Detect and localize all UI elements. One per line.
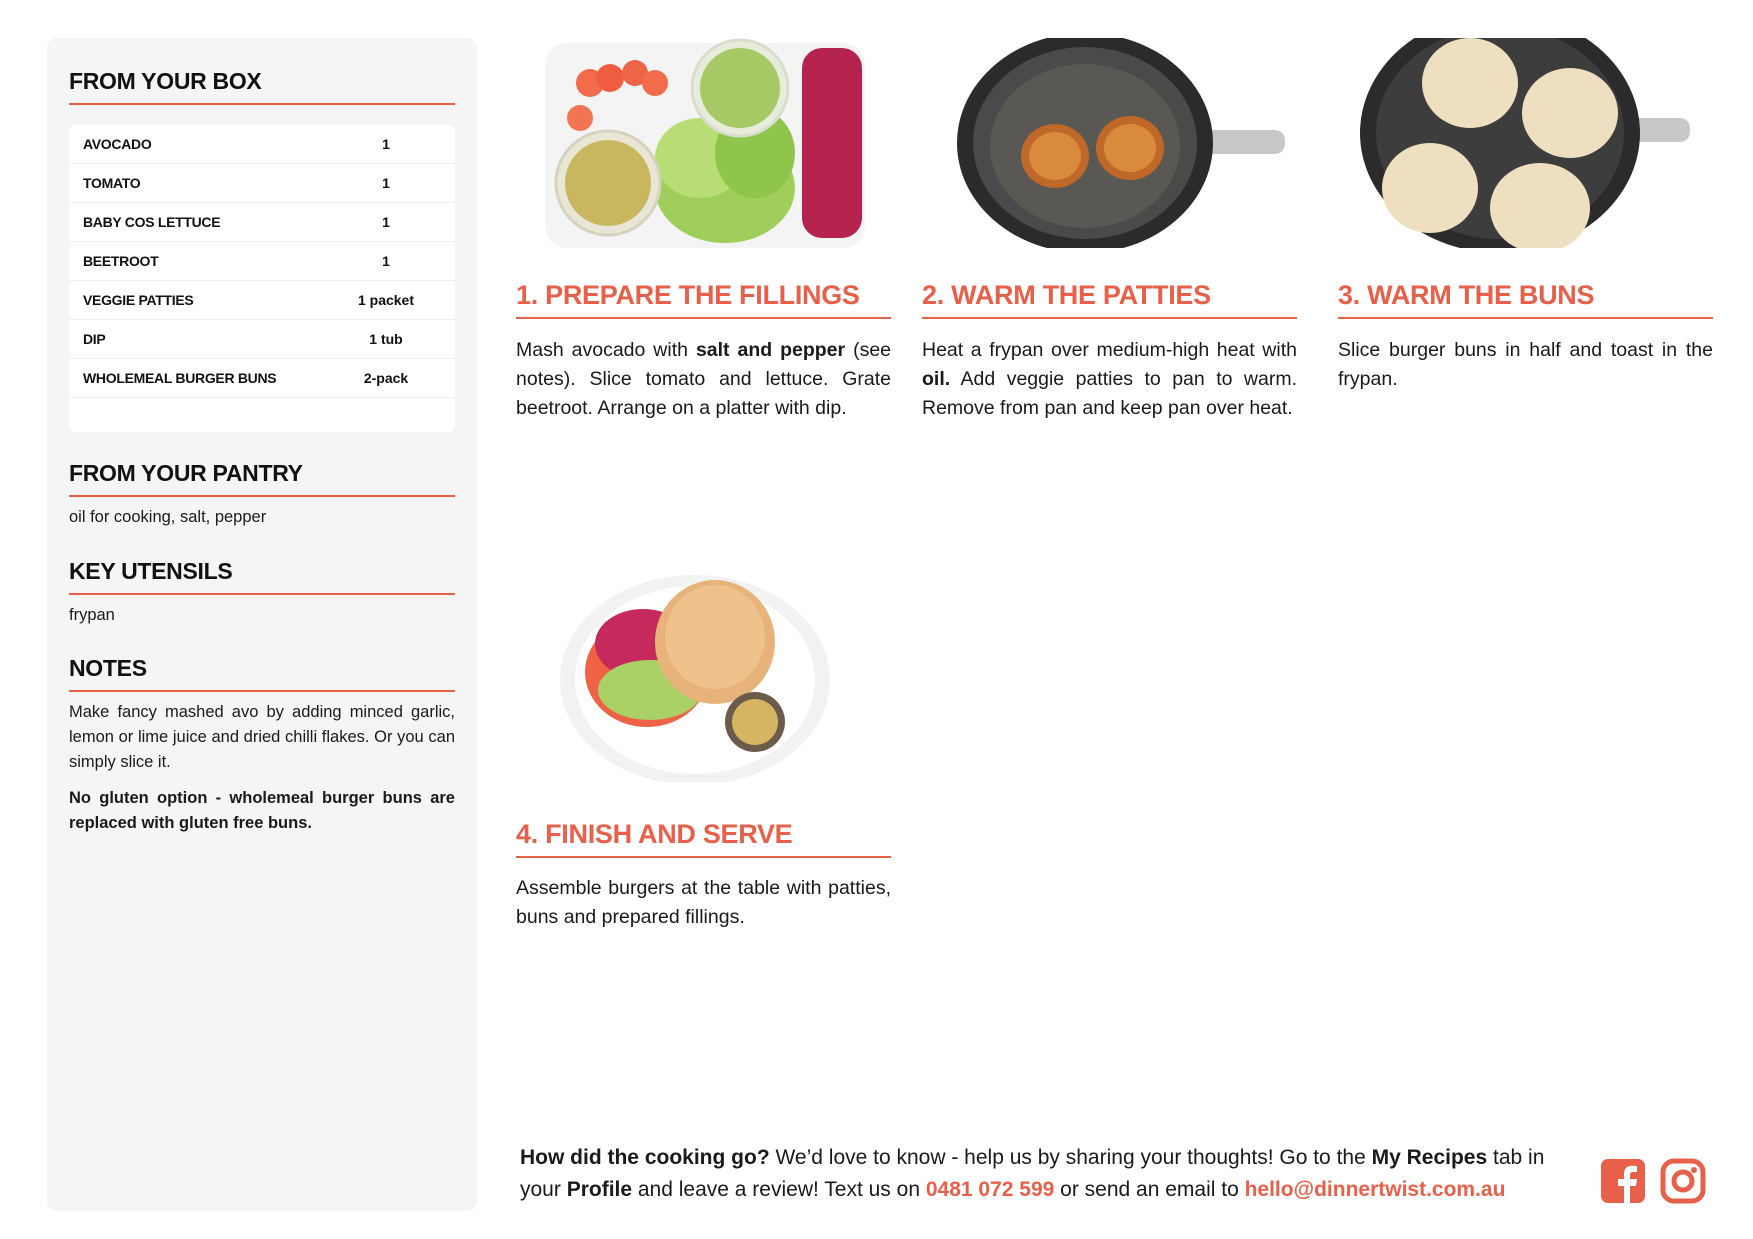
utensils-text: frypan [69, 606, 115, 624]
step-1-bold: salt and pepper [695, 339, 846, 361]
ingredient-name: TOMATO [83, 175, 141, 191]
ingredient-qty: 1 packet [357, 292, 415, 308]
step-3-title: 3. WARM THE BUNS [1338, 280, 1713, 319]
box-title: FROM YOUR BOX [69, 68, 455, 105]
ingredient-name: BABY COS LETTUCE [83, 214, 221, 230]
table-row [69, 359, 455, 398]
step-4-text: Assemble burgers at the table with patties, buns and prepared fillings. [516, 877, 891, 928]
utensils-title: KEY UTENSILS [69, 558, 455, 595]
ingredient-qty: 1 tub [369, 331, 403, 347]
step-4-photo [555, 572, 885, 782]
step-1-title: 1. PREPARE THE FILLINGS [516, 280, 891, 319]
notes-title: NOTES [69, 655, 455, 692]
instagram-icon[interactable] [1660, 1158, 1706, 1204]
step-2-bold: oil. [922, 368, 951, 390]
phone-link[interactable]: 0481 072 599 [925, 1178, 1055, 1201]
notes-gluten-text: No gluten option - wholemeal burger buns are replaced with gluten free buns. [69, 789, 455, 832]
table-row [69, 203, 455, 242]
table-row [69, 242, 455, 281]
ingredient-qty: 2-pack [363, 370, 409, 386]
step-1-photo [540, 38, 870, 248]
step-2-title: 2. WARM THE PATTIES [922, 280, 1297, 319]
ingredient-qty: 1 [382, 214, 390, 230]
sidebar-panel [47, 38, 477, 1211]
step-2-photo [955, 38, 1285, 248]
table-row [69, 281, 455, 320]
step-1-text: Mash avocado with salt and pepper (see notes). Slice tomato and lettuce. Grate beetroot. Arrange on a platter with dip. [516, 339, 892, 419]
step-4-title: 4. FINISH AND SERVE [516, 819, 891, 858]
ingredients-table [69, 125, 455, 432]
ingredient-qty: 1 [382, 175, 390, 191]
pantry-title: FROM YOUR PANTRY [69, 460, 455, 497]
notes-text: Make fancy mashed avo by adding minced garlic, lemon or lime juice and dried chilli flakes. Or you can simply slice it. [69, 703, 455, 771]
ingredient-name: BEETROOT [83, 253, 159, 269]
ingredient-name: WHOLEMEAL BURGER BUNS [83, 370, 277, 386]
table-row [69, 125, 455, 164]
ingredient-name: VEGGIE PATTIES [83, 292, 194, 308]
pantry-text: oil for cooking, salt, pepper [69, 508, 267, 526]
table-row [69, 164, 455, 203]
feedback-footer: How did the cooking go? We’d love to know - help us by sharing your thoughts! Go to the My Recipes tab in your Profile and leave a review! Text us on 0481 072 599 or send an email to hello@dinnertwist.com.au [520, 1146, 1545, 1201]
step-3-text: Slice burger buns in half and toast in the frypan. [1338, 339, 1713, 390]
ingredient-qty: 1 [382, 253, 390, 269]
ingredient-qty: 1 [382, 136, 390, 152]
step-2-text: Heat a frypan over medium-high heat with oil. Add veggie patties to pan to warm. Remove from pan and keep pan over heat. [922, 339, 1297, 419]
step-3-photo [1360, 38, 1690, 248]
ingredient-name: DIP [83, 331, 106, 347]
ingredient-name: AVOCADO [83, 136, 152, 152]
table-row [69, 320, 455, 359]
facebook-icon[interactable] [1600, 1158, 1646, 1204]
email-link[interactable]: hello@dinnertwist.com.au [1244, 1178, 1506, 1201]
